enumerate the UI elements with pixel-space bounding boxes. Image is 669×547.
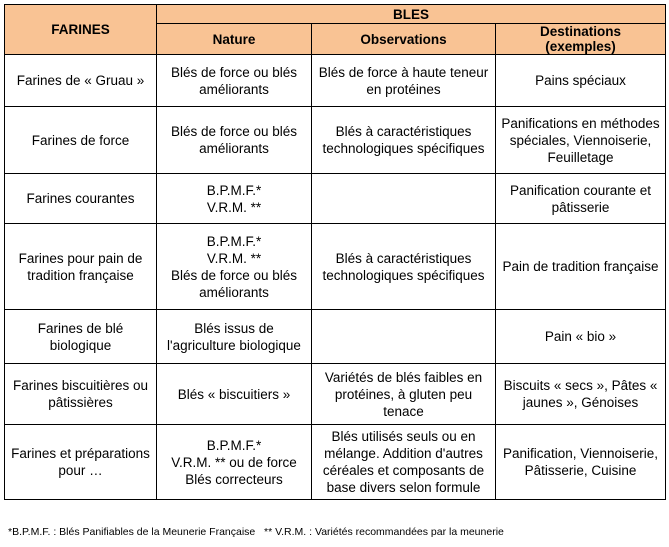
cell-farine: Farines et préparations pour …	[5, 425, 157, 500]
cell-nature: B.P.M.F.* V.R.M. **	[157, 174, 312, 224]
cell-destinations: Panifications en méthodes spéciales, Viennoiserie, Feuilletage	[496, 107, 666, 174]
cell-nature: B.P.M.F.* V.R.M. ** Blés de force ou blés améliorants	[157, 224, 312, 310]
cell-observations	[312, 174, 496, 224]
header-observations: Observations	[312, 24, 496, 55]
cell-observations	[312, 310, 496, 364]
cell-nature: Blés de force ou blés améliorants	[157, 55, 312, 107]
table-row	[5, 224, 666, 310]
cell-observations: Blés utilisés seuls ou en mélange. Addition d'autres céréales et composants de base divers selon formule	[312, 425, 496, 500]
cell-nature: B.P.M.F.* V.R.M. ** ou de force Blés correcteurs	[157, 425, 312, 500]
cell-farine: Farines de blé biologique	[5, 310, 157, 364]
table-row	[5, 425, 666, 500]
cell-destinations: Pains spéciaux	[496, 55, 666, 107]
flour-table	[4, 4, 666, 500]
cell-farine: Farines biscuitières ou pâtissières	[5, 364, 157, 425]
cell-observations: Variétés de blés faibles en protéines, à gluten peu tenace	[312, 364, 496, 425]
table-row	[5, 107, 666, 174]
cell-destinations: Pain de tradition française	[496, 224, 666, 310]
header-destinations: Destinations (exemples)	[496, 24, 666, 55]
cell-observations: Blés de force à haute teneur en protéines	[312, 55, 496, 107]
cell-observations: Blés à caractéristiques technologiques spécifiques	[312, 107, 496, 174]
cell-destinations: Panification, Viennoiserie, Pâtisserie, Cuisine	[496, 425, 666, 500]
table-row	[5, 55, 666, 107]
header-bles: BLES	[157, 5, 666, 24]
header-farines: FARINES	[5, 5, 157, 55]
cell-destinations: Panification courante et pâtisserie	[496, 174, 666, 224]
cell-destinations: Pain « bio »	[496, 310, 666, 364]
cell-nature: Blés issus de l'agriculture biologique	[157, 310, 312, 364]
cell-farine: Farines pour pain de tradition française	[5, 224, 157, 310]
table-row	[5, 364, 666, 425]
cell-observations: Blés à caractéristiques technologiques spécifiques	[312, 224, 496, 310]
cell-nature: Blés « biscuitiers »	[157, 364, 312, 425]
cell-farine: Farines courantes	[5, 174, 157, 224]
header-nature: Nature	[157, 24, 312, 55]
cell-destinations: Biscuits « secs », Pâtes « jaunes », Génoises	[496, 364, 666, 425]
table-row	[5, 310, 666, 364]
cell-farine: Farines de force	[5, 107, 157, 174]
footnote: *B.P.M.F. : Blés Panifiables de la Meunerie Française ** V.R.M. : Variétés recommandées par la meunerie	[8, 526, 504, 538]
cell-nature: Blés de force ou blés améliorants	[157, 107, 312, 174]
cell-farine: Farines de « Gruau »	[5, 55, 157, 107]
table-row	[5, 174, 666, 224]
